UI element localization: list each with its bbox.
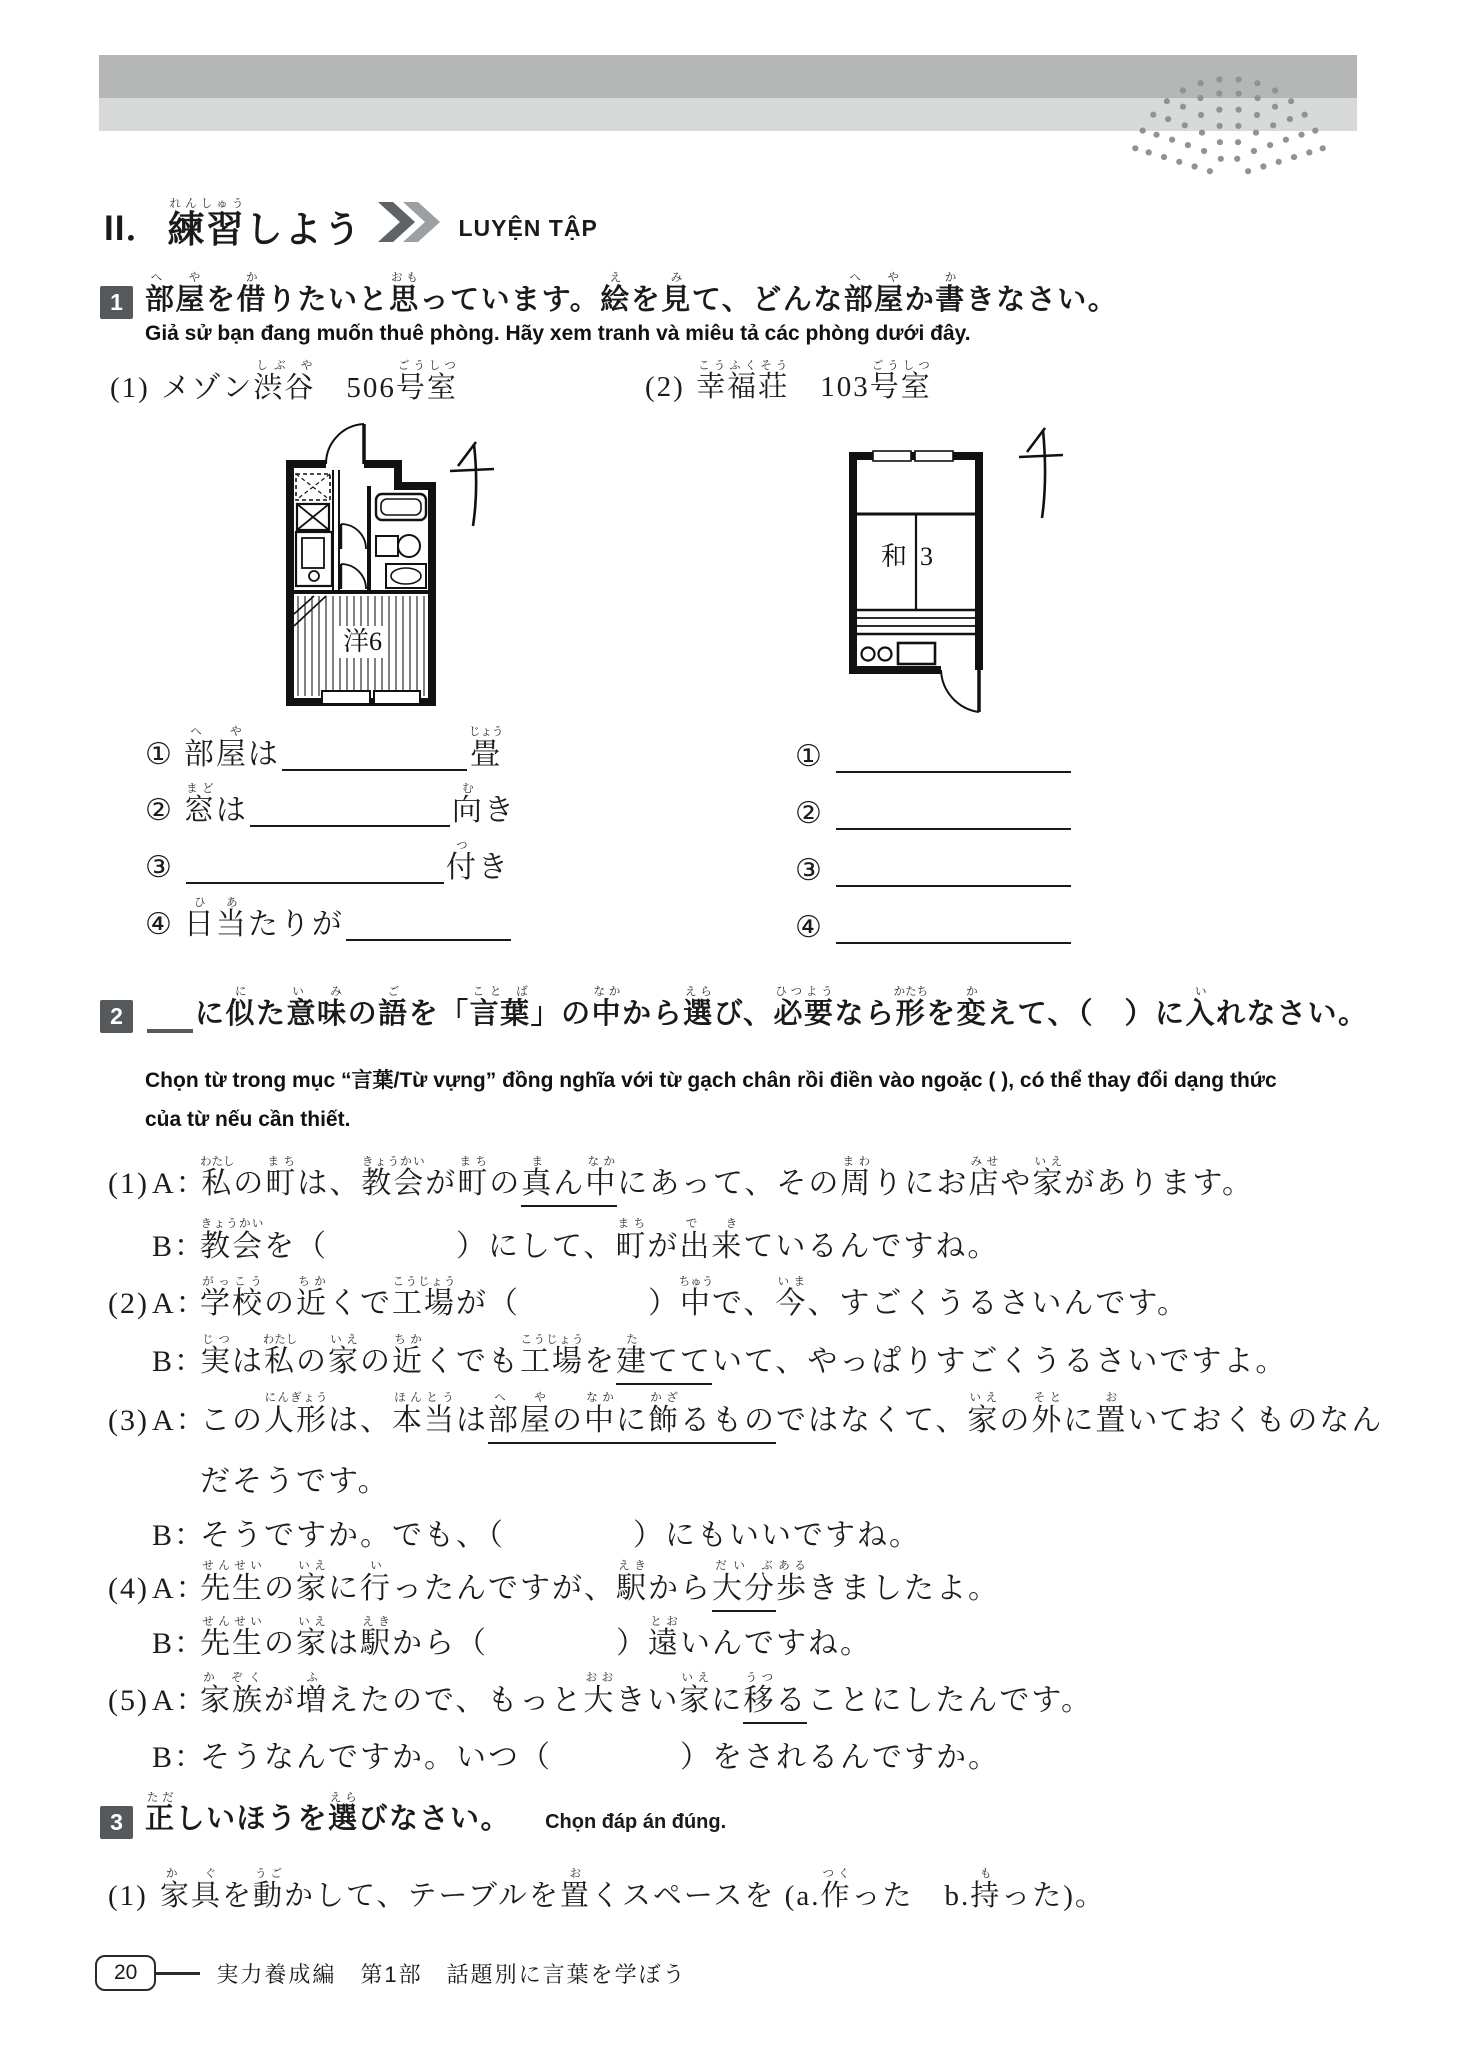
answer-blank xyxy=(834,797,1073,830)
dialogue-text: だそうです。 xyxy=(200,1465,390,1498)
dialogue-text: 先生せんせいの家いえは駅えきから（ ）遠とおいんですね。 xyxy=(200,1616,872,1660)
blank-line xyxy=(282,739,467,771)
answer-row xyxy=(795,897,1073,944)
item-number: (3) xyxy=(108,1404,149,1437)
answer-blank xyxy=(834,911,1073,944)
section-title: 練習れんしゅうしよう xyxy=(167,198,363,250)
speaker-label: B： xyxy=(152,1519,207,1552)
speaker-label: B： xyxy=(152,1230,207,1263)
item-number: (1) xyxy=(108,1167,149,1200)
answer-blank xyxy=(834,854,1073,887)
dialogue-row xyxy=(108,1452,390,1497)
speaker-label: A： xyxy=(152,1167,208,1200)
blank-line xyxy=(186,852,444,884)
speaker-label: A： xyxy=(152,1572,208,1605)
circled-number: ① xyxy=(145,738,174,771)
item-number: (4) xyxy=(108,1572,149,1605)
dialogue-row xyxy=(108,1506,921,1551)
answer-blank xyxy=(834,740,1073,773)
blank-line xyxy=(147,1000,193,1033)
answer-row xyxy=(145,840,510,884)
dialogue-text: そうですか。でも、（ ）にもいいですね。 xyxy=(200,1519,921,1552)
dialogue-row xyxy=(108,1560,1000,1604)
dialogue-text: 先生せんせいの家いえに行いったんですが、駅えきから大分だい ぶ歩あるきましたよ。 xyxy=(200,1572,1000,1612)
blank-line xyxy=(836,912,1071,944)
dots-fan-pattern xyxy=(1089,57,1339,185)
apartment-item-2 xyxy=(645,360,932,402)
item-number: (1) xyxy=(108,1880,148,1912)
room-label: 和3 xyxy=(881,542,947,571)
blank-line xyxy=(346,909,511,941)
item-number: (5) xyxy=(108,1684,149,1717)
item-number: (2) xyxy=(108,1287,149,1320)
section-numeral: II． xyxy=(104,209,162,248)
dialogue-row xyxy=(108,1728,1000,1773)
circled-number: ④ xyxy=(145,908,174,941)
circled-number: ③ xyxy=(795,854,824,887)
apartment-name: 幸福荘こうふくそう 103号室ごうしつ xyxy=(696,360,932,403)
blank-line xyxy=(836,798,1071,830)
north-arrow-icon xyxy=(1019,428,1063,518)
item-number: (2) xyxy=(645,371,685,403)
footer-rule xyxy=(156,1972,200,1975)
exercise3-badge: 3 xyxy=(100,1806,133,1839)
page-footer xyxy=(95,1955,687,1991)
answer-text: 窓まどは 向むき xyxy=(183,783,516,827)
floor-plan-2 xyxy=(845,418,1075,718)
answer-row xyxy=(145,897,513,941)
exercise3-item xyxy=(108,1868,1106,1911)
circled-number: ③ xyxy=(145,851,174,884)
answer-row xyxy=(145,726,503,771)
blank-line xyxy=(836,855,1071,887)
exercise1-prompt-vi: Giả sử bạn đang muốn thuê phòng. Hãy xem tranh và miêu tả các phòng dưới đây. xyxy=(145,322,971,345)
answer-text: 部屋へ やは 畳じょう xyxy=(183,726,504,771)
circled-number: ① xyxy=(795,740,824,773)
dialogue-text: 教会きょうかいを（ ）にして、町まちが出来で きているんですね。 xyxy=(200,1218,1000,1263)
speaker-label: B： xyxy=(152,1345,207,1378)
dialogue-row xyxy=(108,1276,1189,1319)
answer-row xyxy=(145,783,516,827)
page-number: 20 xyxy=(95,1955,156,1991)
speaker-label: B： xyxy=(152,1627,207,1660)
dialogue-row xyxy=(108,1392,1383,1436)
exercise3-item-text: 家具か ぐを動うごかして、テーブルを置おくスペースを (a.作つくった b.持もった)。 xyxy=(160,1868,1106,1912)
answer-text: 日ひ当あたりが xyxy=(184,908,513,941)
dialogue-row xyxy=(108,1156,1254,1199)
section-subtitle-vi: LUYỆN TẬP xyxy=(458,215,598,241)
apartment-item-1 xyxy=(110,360,458,403)
answer-row xyxy=(795,726,1073,773)
floor-plan-1 xyxy=(280,418,505,703)
answer-row xyxy=(795,783,1073,830)
dialogue-row xyxy=(108,1334,1287,1377)
dialogue-text: 家族か ぞくが増ふえたので、もっと大おおきい家いえに移うつることにしたんです。 xyxy=(200,1684,1093,1724)
speaker-label: A： xyxy=(152,1684,208,1717)
exercise3-prompt-vi: Chọn đáp án đúng. xyxy=(545,1811,727,1833)
section-header xyxy=(104,198,598,248)
speaker-label: B： xyxy=(152,1741,207,1774)
dialogue-text: この人形にんぎょうは、本当ほんとうは部屋へ やの中なかに飾かざるものではなくて、家いえの外そとに置おいておくものなん xyxy=(200,1404,1383,1444)
exercise2-prompt-vi: Chọn từ trong mục “言葉/Từ vựng” đồng nghĩa với từ gạch chân rồi điền vào ngoặc ( ), có thể thay đổi dạng thức của từ nếu cần thiết. xyxy=(145,1069,1277,1131)
dialogue-row xyxy=(108,1672,1093,1716)
footer-title: 実力養成編 第1部 話題別に言葉を学ぼう xyxy=(216,1961,687,1987)
double-chevron-icon xyxy=(378,202,440,246)
north-arrow-icon xyxy=(450,442,494,526)
circled-number: ② xyxy=(795,797,824,830)
answer-row xyxy=(795,840,1073,887)
blank-line xyxy=(250,795,450,827)
apartment-name: メゾン渋谷しぶ や 506号室ごうしつ xyxy=(161,360,458,404)
dialogue-text: 学校がっこうの近ちかくで工場こうじょうが（ ）中ちゅうで、今いま、すごくうるさいんです。 xyxy=(200,1276,1190,1320)
item-number: (1) xyxy=(110,372,150,404)
circled-number: ④ xyxy=(795,911,824,944)
dialogue-text: そうなんですか。いつ（ ）をされるんですか。 xyxy=(200,1741,1000,1774)
speaker-label: A： xyxy=(152,1404,208,1437)
dialogue-row xyxy=(108,1616,872,1659)
exercise2-prompt: に似にた意味い みの語ごを「言葉こと ば」の中なかから選えらび、必要ひつようなら形かたちを変かえて、（ ）に入いれなさい。 xyxy=(145,986,1369,1033)
room-label: 洋6 xyxy=(338,626,387,658)
exercise3-prompt-jp: 正ただしいほうを選えらびなさい。 xyxy=(145,1792,512,1835)
dialogue-text: 私わたしの町まちは、教会きょうかいが町まちの真まん中なかにあって、その周まわりにお店みせや家いえがあります。 xyxy=(200,1167,1254,1207)
exercise1-badge: 1 xyxy=(100,286,133,319)
exercise1-prompt: 部屋へ やを借かりたいと思おもっています。絵えを見みて、どんな部屋へ やか書かきなさい。 xyxy=(145,272,1119,316)
blank-line xyxy=(836,741,1071,773)
header-banner xyxy=(99,55,1357,131)
dialogue-text: 実じつは私わたしの家いえの近ちかくでも工場こうじょうを建たてていて、やっぱりすごくうるさいですよ。 xyxy=(200,1345,1287,1385)
exercise2-badge: 2 xyxy=(100,1000,133,1033)
exercise3-prompt xyxy=(145,1792,726,1834)
dialogue-row xyxy=(108,1218,999,1262)
answer-text: 付つき xyxy=(184,851,510,884)
speaker-label: A： xyxy=(152,1287,208,1320)
circled-number: ② xyxy=(145,794,174,827)
